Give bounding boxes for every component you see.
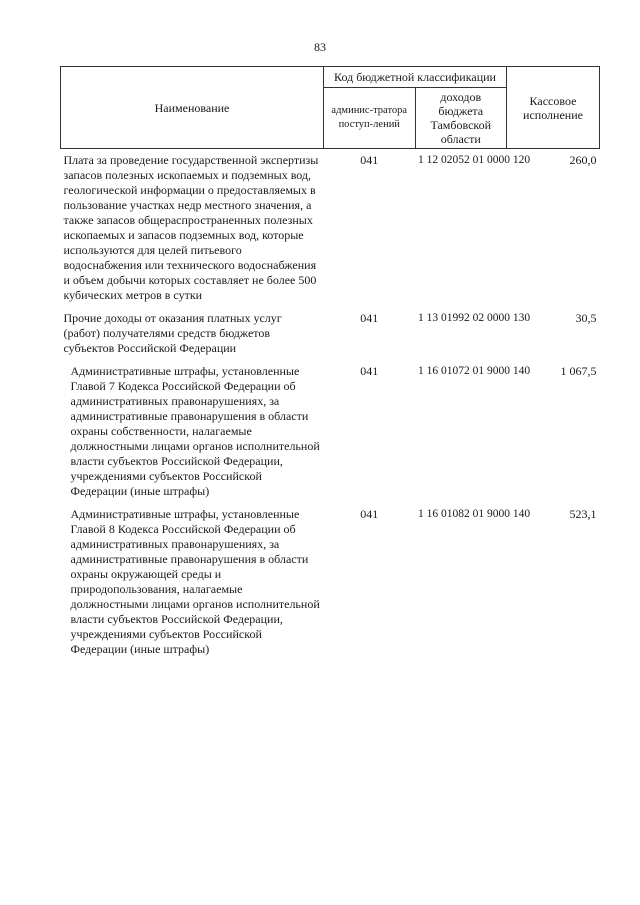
table-row xyxy=(61,360,600,503)
table-body xyxy=(61,149,600,662)
table-row xyxy=(61,307,600,360)
row-income-code: 1 16 01082 01 9000 140 xyxy=(418,508,531,520)
row-admin-code: 041 xyxy=(360,364,379,378)
page-number: 83 xyxy=(314,40,326,54)
row-amount: 523,1 xyxy=(569,507,597,521)
row-income-code: 1 12 02052 01 0000 120 xyxy=(418,154,531,166)
row-amount: 1 067,5 xyxy=(560,364,597,378)
row-income-code: 1 13 01992 02 0000 130 xyxy=(418,312,531,324)
table-row xyxy=(61,149,600,308)
row-admin-code: 041 xyxy=(360,311,379,325)
row-name: Плата за проведение государственной экспертизы запасов полезных ископаемых и подземных вод, геологической информации о предоставляемых в пользование участках недр местного значения, а также запасов общераспространенных полезных ископаемых и запасов подземных вод, которые используются для целей питьевого водоснабжения или технического водоснабжения и объем добычи которых составляет не более 500 кубических метров в сутки xyxy=(63,153,319,302)
table-row xyxy=(61,503,600,661)
row-name: Прочие доходы от оказания платных услуг (работ) получателями средств бюджетов субъектов Российской Федерации xyxy=(63,311,282,355)
table-header xyxy=(61,67,600,149)
row-name: Административные штрафы, установленные Главой 7 Кодекса Российской Федерации об административных правонарушениях, за административные правонарушения в области охраны собственности, налагаемые должностными лицами органов исполнительной власти субъектов Российской Федерации, учреждениями субъектов Российской Федерации (иные штрафы) xyxy=(70,364,320,498)
header-code-group: Код бюджетной классификации xyxy=(324,67,507,88)
row-income-code: 1 16 01072 01 9000 140 xyxy=(418,365,531,377)
row-amount: 30,5 xyxy=(575,311,597,325)
header-execution: Кассовое исполнение xyxy=(507,67,600,149)
row-admin-code: 041 xyxy=(360,507,379,521)
row-admin-code: 041 xyxy=(360,153,379,167)
header-admin: админис-тратора поступ-лений xyxy=(324,88,416,149)
budget-table xyxy=(60,66,600,661)
header-income: доходов бюджета Тамбовской области xyxy=(415,88,507,149)
row-amount: 260,0 xyxy=(569,153,597,167)
row-name: Административные штрафы, установленные Главой 8 Кодекса Российской Федерации об административных правонарушениях, за административные правонарушения в области охраны окружающей среды и природопользования, налагаемые должностными лицами органов исполнительной власти субъектов Российской Федерации, учреждениями субъектов Российской Федерации (иные штрафы) xyxy=(70,507,320,656)
header-name: Наименование xyxy=(61,67,324,149)
